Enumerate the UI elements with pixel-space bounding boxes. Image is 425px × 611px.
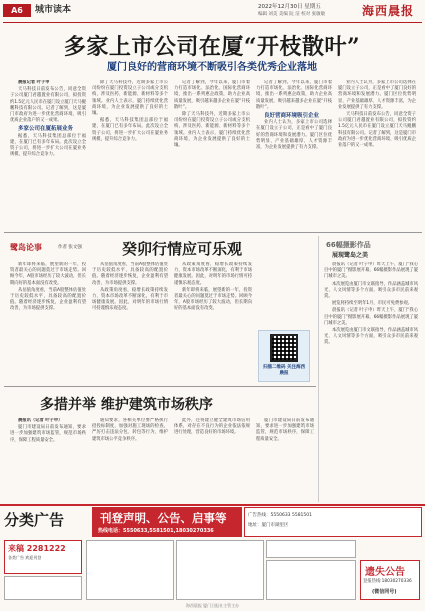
commentary-column-1 bbox=[10, 262, 86, 382]
promo-label: 扫描二维码 关注海西晨报 bbox=[262, 365, 306, 376]
notice-banner-phone: 热线电话：5550633,5581501,18030270336 bbox=[98, 528, 214, 534]
classified-title: 分类广告 bbox=[4, 511, 65, 529]
lead-subtitle-2: 良好营商环境吸引企业 bbox=[264, 113, 320, 120]
classified-ad-cell bbox=[4, 576, 82, 600]
lead-column-1 bbox=[10, 80, 86, 230]
commentary-paragraph: 新年即将来临，展望新的一年，投资者最关心的问题莫过于市场走势。回顾今年，A股市场经历了较大波动，但长期向好的基本面没有改变。 bbox=[174, 287, 252, 312]
lead-byline: 晨报记者 叶子申 bbox=[18, 80, 50, 85]
photo-column bbox=[324, 262, 418, 500]
photo-paragraph: 展览将持续至明年1月，市民可免费参观。 bbox=[332, 301, 413, 307]
commentary-paragraph: 从政策角度看，稳增长政策持续发力，资本市场改革不断深化，有利于市场健康发展。因此，对明年的市场行情可持谨慎乐观态度。 bbox=[174, 262, 252, 286]
page-number: A6 bbox=[3, 4, 31, 17]
lost-notice-title: 遗失公告 bbox=[365, 567, 405, 578]
lost-notice-wechat: (微信同号) bbox=[372, 589, 397, 595]
lead-column-2 bbox=[92, 80, 168, 230]
page-footer: 海西晨报 厦门日报社主管主办 bbox=[185, 603, 240, 608]
page-header bbox=[0, 0, 425, 24]
market-byline: 晨报讯（记者 叶子申） bbox=[18, 418, 63, 423]
lead-headline: 多家上市公司在厦“开枝散叶” bbox=[63, 34, 361, 60]
photo-paragraph: 本次展览由厦门市文联指导，作品涵盖城市风光、人文风情等多个方面，吸引众多市民前来观赏。 bbox=[324, 328, 418, 346]
classified-address: 地址：厦门市湖里区 bbox=[248, 523, 289, 528]
market-paragraph: 通知要求，各相关单位要严格执行招投标制度，加强对施工现场的检查，严厉打击违法分包、转包等行为，维护建筑市场公平竞争秩序。 bbox=[92, 418, 168, 442]
photo-paragraph: 晨报讯（记者 叶子申）昨天上午，厦门“我心目中的厦门”摄影展开幕，66幅摄影作品展现了厦门城市之美。 bbox=[324, 308, 418, 326]
classified-ad-cell bbox=[266, 540, 356, 558]
lead-paragraph: 天马科技日前发布公告，同意全资子公司厦门君越置业有限公司，拟投资约1.5亿元人民币在厦门设立厦门天马鲲鹏科技有限公司。记者了解到，这是厦门市政府为进一步优化营商环境、吸引优质企业落户的又一成果。 bbox=[338, 112, 416, 149]
commentary-paragraph: 新年即将来临，展望新的一年，投资者最关心的问题莫过于市场走势。回顾今年，A股市场经历了较大波动，但长期向好的基本面没有改变。 bbox=[10, 262, 86, 286]
market-column-4 bbox=[256, 418, 314, 502]
newspaper-logo: 海西晨报 bbox=[362, 4, 415, 18]
classified-ad-cell bbox=[86, 540, 174, 600]
lead-paragraph: 业内人士认为，多家上市公司选择在厦门设立子公司，正是看中了厦门良好的营商环境和发展潜力。厦门区位优势明显、产业基础雄厚、人才资源丰富，为企业发展提供了有力支撑。 bbox=[338, 80, 416, 110]
photo-subhead: 展现鹭岛之美 bbox=[332, 252, 369, 259]
commentary-column-2 bbox=[92, 262, 168, 382]
commentary-paragraph: 从估值角度看，当前A股整体估值处于历史较低水平，具备较高的配置价值。随着经济逐步恢复，企业盈利有望改善，为市场提供支撑。 bbox=[10, 287, 86, 312]
issue-date: 2022年12月30日 星期五 bbox=[258, 4, 321, 10]
classified-ad-sub: 各类广告 欢迎刊登 bbox=[8, 555, 42, 560]
classified-ad-phone: 来稿 2281222 bbox=[8, 544, 66, 553]
market-column-2 bbox=[92, 418, 168, 502]
section-divider bbox=[4, 386, 316, 387]
commentary-column-3 bbox=[174, 262, 252, 382]
section-divider bbox=[4, 232, 422, 233]
commentary-label: 鹭岛论事 bbox=[10, 242, 42, 252]
photo-paragraph: 晨报讯（记者 叶子申）昨天上午，厦门“我心目中的厦门”摄影展开幕，66幅摄影作品展现了厦门城市之美。 bbox=[324, 262, 418, 280]
commentary-headline: 癸卯行情应可乐观 bbox=[122, 240, 243, 258]
lead-paragraph: 据悉，天马科技集团总部位于福建，在厦门已有多年布局。此次设立全资子公司，将进一步扩大公司在厦业务规模，提升综合竞争力。 bbox=[92, 118, 168, 142]
commentary-paragraph: 从政策角度看，稳增长政策持续发力，资本市场改革不断深化，有利于市场健康发展。因此，对明年的市场行情可持谨慎乐观态度。 bbox=[92, 287, 168, 312]
lead-subtitle-1: 多家公司在厦拓展业务 bbox=[18, 126, 74, 133]
lead-paragraph: 据悉，天马科技集团总部位于福建，在厦门已有多年布局。此次设立全资子公司，将进一步扩大公司在厦业务规模，提升综合竞争力。 bbox=[10, 133, 86, 158]
market-headline: 多措并举 维护建筑市场秩序 bbox=[40, 397, 213, 413]
qr-code-icon[interactable] bbox=[270, 334, 298, 362]
commentary-author: 作者 张文强 bbox=[58, 245, 82, 250]
classified-ad-cell bbox=[176, 540, 264, 600]
lead-paragraph: 除了天马科技外，近期多家上市公司纷纷在厦门投资设立子公司或分支机构，涉及医药、新能源、新材料等多个领域。业内人士表示，厦门持续优化营商环境，为企业发展提供了良好的土壤。 bbox=[92, 80, 168, 117]
lead-paragraph: 记者了解到，今年以来，厦门市着力打造市场化、法治化、国际化营商环境，推出一系列惠企政策，助力企业高质量发展，吸引越来越多企业在厦“开枝散叶”。 bbox=[256, 80, 332, 110]
lead-column-4 bbox=[256, 80, 332, 230]
lead-paragraph: 记者了解到，今年以来，厦门市着力打造市场化、法治化、国际化营商环境，推出一系列惠企政策，助力企业高质量发展，吸引越来越多企业在厦“开枝散叶”。 bbox=[174, 80, 250, 110]
market-column-1 bbox=[10, 418, 86, 502]
lost-notice-phone: 登报热线:18030270336 bbox=[363, 579, 412, 584]
notice-banner-title: 刊登声明、公告、启事等 bbox=[100, 511, 227, 525]
market-paragraph: 厦门市建设局日前发布通知，要求进一步加强建筑市场监管，规范市场秩序，保障工程质量安全。 bbox=[10, 425, 86, 443]
lead-paragraph: 业内人士认为，多家上市公司选择在厦门设立子公司，正是看中了厦门良好的营商环境和发展潜力。厦门区位优势明显、产业基础雄厚、人才资源丰富，为企业发展提供了有力支撑。 bbox=[256, 120, 332, 151]
header-rule bbox=[3, 22, 422, 23]
market-column-3 bbox=[174, 418, 250, 502]
section-title: 城市读本 bbox=[35, 5, 72, 15]
photo-headline: 66幅摄影作品 bbox=[326, 241, 371, 249]
commentary-paragraph: 从估值角度看，当前A股整体估值处于历史较低水平，具备较高的配置价值。随着经济逐步恢复，企业盈利有望改善，为市场提供支撑。 bbox=[92, 262, 168, 286]
editor-credits: 编辑 刘美 美编 阮 洁 校对 张敏敏 bbox=[258, 12, 326, 17]
lead-subhead: 厦门良好的营商环境不断吸引各类优秀企业落地 bbox=[107, 62, 317, 73]
lead-paragraph: 除了天马科技外，近期多家上市公司纷纷在厦门投资设立子公司或分支机构，涉及医药、新能源、新材料等多个领域。业内人士表示，厦门持续优化营商环境，为企业发展提供了良好的土壤。 bbox=[174, 112, 250, 149]
classified-ad-cell bbox=[266, 560, 356, 600]
lead-column-3 bbox=[174, 80, 250, 230]
lead-column-5 bbox=[338, 80, 416, 230]
photo-paragraph: 本次展览由厦门市文联指导，作品涵盖城市风光、人文风情等多个方面，吸引众多市民前来观赏。 bbox=[324, 281, 418, 300]
market-paragraph: 厦门市建设局日前发布通知，要求进一步加强建筑市场监管，规范市场秩序，保障工程质量安全。 bbox=[256, 418, 314, 442]
market-paragraph: 此外，还将建立健全建筑市场信用体系，对存在不良行为的企业依法依规进行处理，营造良好的市场环境。 bbox=[174, 418, 250, 436]
classified-hotline: 广告热线：5550633 5581501 bbox=[248, 513, 313, 518]
lead-paragraph: 天马科技日前发布公告，同意全资子公司厦门君越置业有限公司，拟投资约1.5亿元人民币在厦门设立厦门天马鲲鹏科技有限公司。记者了解到，这是厦门市政府为进一步优化营商环境、吸引优质企业落户的又一成果。 bbox=[10, 87, 86, 124]
classified-rule bbox=[0, 504, 425, 506]
column-divider bbox=[318, 236, 319, 502]
